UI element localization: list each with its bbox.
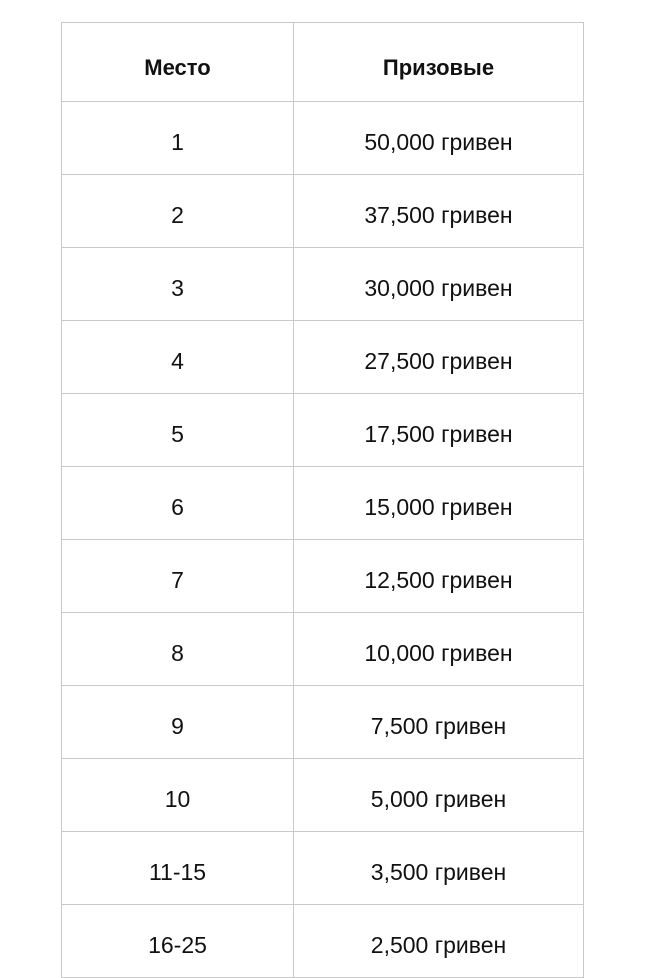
table-row: [62, 394, 584, 467]
table-body: [62, 102, 584, 978]
table-header: [62, 23, 584, 102]
place-cell: 3: [62, 248, 294, 321]
prize-cell: 50,000 гривен: [294, 102, 584, 175]
prize-cell: 37,500 гривен: [294, 175, 584, 248]
prize-cell: 3,500 гривен: [294, 832, 584, 905]
table-row: [62, 467, 584, 540]
place-cell: 4: [62, 321, 294, 394]
place-cell: 16-25: [62, 905, 294, 978]
header-prize: Призовые: [294, 23, 584, 102]
table-row: [62, 613, 584, 686]
table-row: [62, 759, 584, 832]
table-row: [62, 102, 584, 175]
table-row: [62, 175, 584, 248]
table-row: [62, 248, 584, 321]
place-cell: 5: [62, 394, 294, 467]
prize-cell: 27,500 гривен: [294, 321, 584, 394]
prize-cell: 17,500 гривен: [294, 394, 584, 467]
prize-cell: 30,000 гривен: [294, 248, 584, 321]
prize-cell: 2,500 гривен: [294, 905, 584, 978]
place-cell: 10: [62, 759, 294, 832]
place-cell: 7: [62, 540, 294, 613]
prize-cell: 12,500 гривен: [294, 540, 584, 613]
prize-cell: 10,000 гривен: [294, 613, 584, 686]
header-place: Место: [62, 23, 294, 102]
table-row: [62, 832, 584, 905]
prize-cell: 15,000 гривен: [294, 467, 584, 540]
place-cell: 2: [62, 175, 294, 248]
table-row: [62, 686, 584, 759]
table-row: [62, 905, 584, 978]
place-cell: 8: [62, 613, 294, 686]
prize-cell: 5,000 гривен: [294, 759, 584, 832]
place-cell: 11-15: [62, 832, 294, 905]
place-cell: 1: [62, 102, 294, 175]
place-cell: 6: [62, 467, 294, 540]
table-row: [62, 321, 584, 394]
prize-cell: 7,500 гривен: [294, 686, 584, 759]
header-row: [62, 23, 584, 102]
table-row: [62, 540, 584, 613]
prize-table: [61, 22, 584, 978]
place-cell: 9: [62, 686, 294, 759]
